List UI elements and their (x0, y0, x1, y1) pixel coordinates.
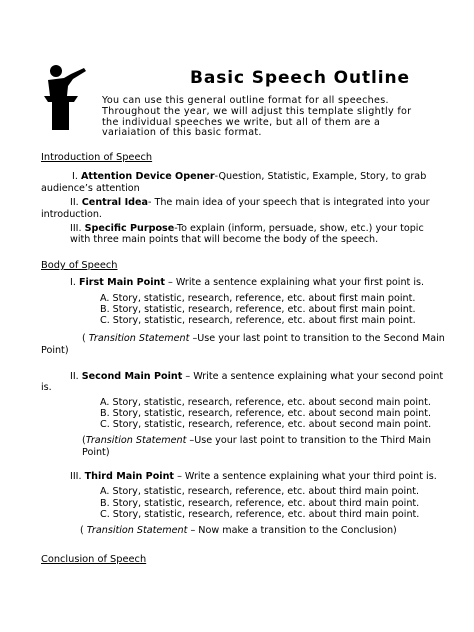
conclusion-heading: Conclusion of Speech (41, 554, 147, 565)
item-continuation: introduction. (41, 209, 102, 220)
transition-text: –Use your last point to transition to the Third Main (186, 435, 431, 446)
item-continuation: audience’s attention (41, 183, 140, 194)
transition-text: –Use your last point to transition to the Second Main (189, 333, 445, 344)
transition-label: Transition Statement (88, 333, 190, 344)
intro-line: variaiation of this basic format. (102, 127, 262, 139)
item-text: – Write a sentence explaining what your third point is. (174, 471, 437, 482)
item-label: Attention Device Opener (80, 171, 215, 182)
item-label: First Main Point (78, 277, 165, 288)
item-label: Second Main Point (81, 371, 183, 382)
item-prefix: I. (72, 171, 81, 182)
item-prefix: I. (70, 277, 79, 288)
document-title: Basic Speech Outline (190, 68, 410, 88)
transition-statement-1 (82, 333, 445, 345)
paren: ( (80, 525, 87, 536)
item-text: - The main idea of your speech that is integrated into your (147, 197, 430, 208)
sub-point: A. Story, statistic, research, reference, etc. about third main point. (100, 486, 420, 497)
intro-item-specific-purpose (70, 223, 424, 235)
item-text: – Write a sentence explaining what your first point is. (164, 277, 425, 288)
body-point-3 (70, 471, 437, 483)
transition-continuation: Point) (41, 345, 69, 356)
body-point-1 (70, 277, 424, 289)
transition-continuation: Point) (82, 447, 110, 458)
intro-line: the individual speeches we write, but all of them are a (102, 116, 381, 128)
intro-item-central-idea (70, 197, 430, 209)
transition-label: Transition Statement (86, 525, 188, 536)
body-heading: Body of Speech (41, 260, 118, 271)
item-continuation: is. (41, 382, 52, 393)
sub-point: B. Story, statistic, research, reference, etc. about third main point. (100, 498, 420, 509)
introduction-heading: Introduction of Speech (41, 152, 153, 163)
sub-point: C. Story, statistic, research, reference, etc. about first main point. (100, 315, 416, 326)
sub-point: B. Story, statistic, research, reference, etc. about first main point. (100, 304, 416, 315)
body-point-2 (70, 371, 443, 383)
item-prefix: III. (70, 471, 85, 482)
item-text: -To explain (inform, persuade, show, etc.) your topic (174, 223, 424, 234)
item-continuation: with three main points that will become the body of the speech. (70, 234, 379, 245)
sub-point: C. Story, statistic, research, reference, etc. about third main point. (100, 509, 420, 520)
speaker-podium-icon (40, 62, 92, 132)
item-prefix: II. (70, 197, 82, 208)
intro-paragraph (102, 96, 432, 139)
item-label: Central Idea (81, 197, 148, 208)
item-text: – Write a sentence explaining what your second point (182, 371, 444, 382)
paren: ( (82, 435, 86, 446)
item-label: Specific Purpose (84, 223, 175, 234)
sub-point: B. Story, statistic, research, reference, etc. about second main point. (100, 408, 432, 419)
transition-statement-2 (82, 435, 431, 447)
sub-point: A. Story, statistic, research, reference, etc. about first main point. (100, 293, 416, 304)
item-prefix: III. (70, 223, 85, 234)
intro-line: Throughout the year, we will adjust this template slightly for (102, 105, 412, 117)
sub-point: A. Story, statistic, research, reference, etc. about second main point. (100, 397, 431, 408)
intro-item-attention (72, 171, 426, 183)
sub-point: C. Story, statistic, research, reference, etc. about second main point. (100, 419, 432, 430)
transition-statement-3 (80, 525, 397, 537)
item-text: -Question, Statistic, Example, Story, to grab (214, 171, 427, 182)
item-prefix: II. (70, 371, 82, 382)
transition-label: Transition Statement (85, 435, 187, 446)
paren: ( (82, 333, 89, 344)
transition-text: – Now make a transition to the Conclusion) (187, 525, 397, 536)
intro-line: You can use this general outline format for all speeches. (102, 95, 389, 106)
item-label: Third Main Point (84, 471, 175, 482)
